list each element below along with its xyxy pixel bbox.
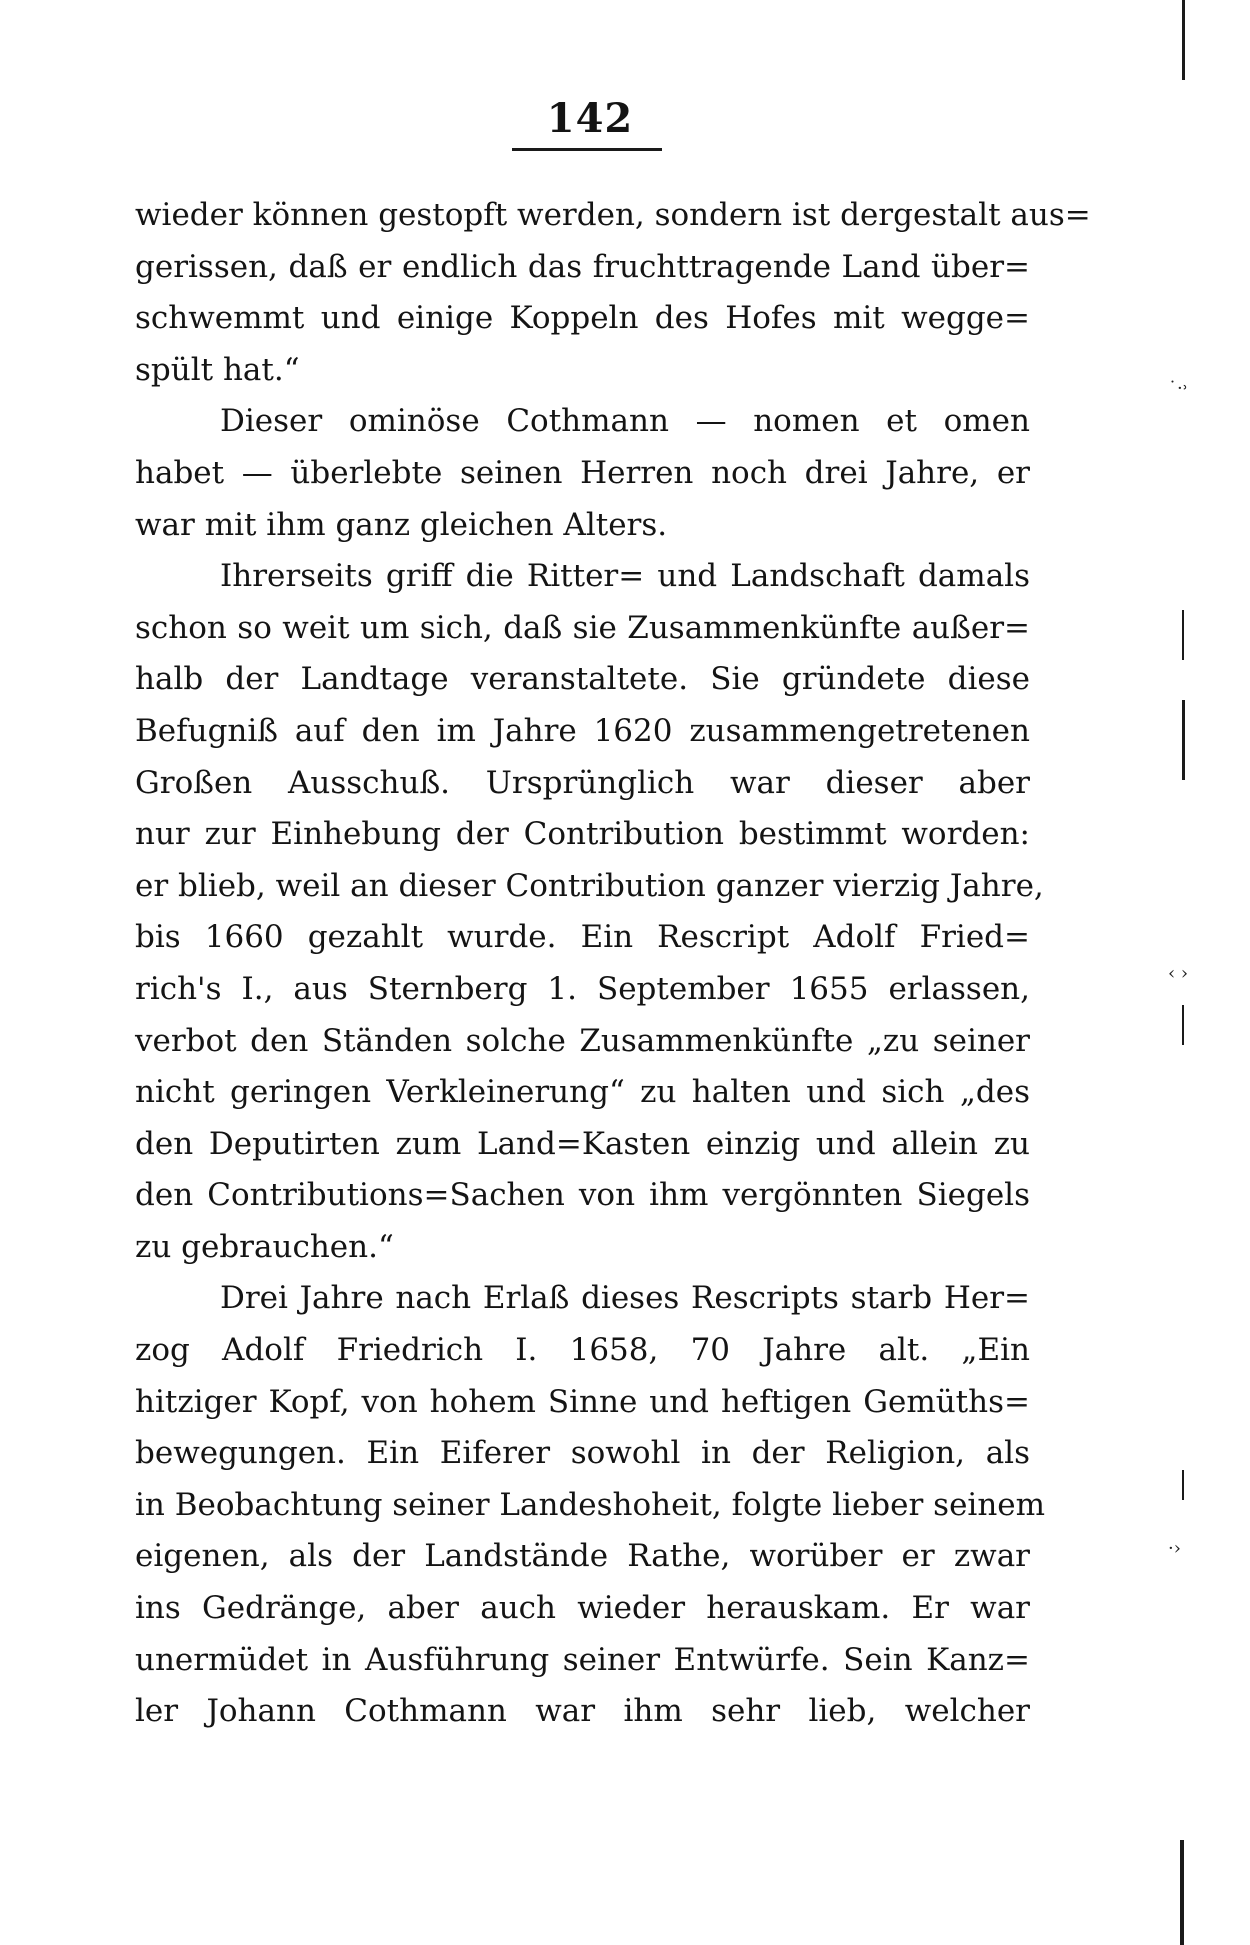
text-line: rich's I., aus Sternberg 1. September 1655 erlassen, <box>135 970 1030 1007</box>
text-line: bewegungen. Ein Eiferer sowohl in der Religion, als <box>135 1435 1030 1472</box>
text-line: den Contributions=Sachen von ihm vergönnten Siegels <box>135 1177 1030 1214</box>
text-line: schwemmt und einige Koppeln des Hofes mit wegge= <box>135 300 1030 337</box>
text-line: nicht geringen Verkleinerung“ zu halten und sich „des <box>135 1074 1030 1111</box>
text-line: Großen Ausschuß. Ursprünglich war dieser aber <box>135 764 1030 801</box>
edge-flourish: ·› <box>1168 1538 1181 1559</box>
edge-flourish: ‹ › <box>1168 963 1189 984</box>
text-line: war mit ihm ganz gleichen Alters. <box>135 506 668 543</box>
edge-flourish: ˙·˒ <box>1168 378 1189 399</box>
text-line: habet — überlebte seinen Herren noch drei Jahre, er <box>135 454 1030 491</box>
text-line: in Beobachtung seiner Landeshoheit, folgte lieber seinem <box>135 1486 1046 1523</box>
text-line: halb der Landtage veranstaltete. Sie gründete diese <box>135 661 1030 698</box>
text-line: Befugniß auf den im Jahre 1620 zusammengetretenen <box>135 712 1030 749</box>
text-line: unermüdet in Ausführung seiner Entwürfe. Sein Kanz= <box>135 1641 1030 1678</box>
text-line: spült hat.“ <box>135 351 300 388</box>
text-line: er blieb, weil an dieser Contribution ganzer vierzig Jahre, <box>135 867 1044 904</box>
text-line: Ihrerseits griff die Ritter= und Landschaft damals <box>220 558 1030 595</box>
page-number: 142 <box>546 95 634 142</box>
edge-line <box>1182 1005 1184 1045</box>
text-line: ler Johann Cothmann war ihm sehr lieb, welcher <box>135 1693 1030 1730</box>
text-line: zog Adolf Friedrich I. 1658, 70 Jahre alt. „Ein <box>135 1332 1030 1369</box>
text-line: Dieser ominöse Cothmann — nomen et omen <box>220 403 1030 440</box>
edge-line <box>1182 1470 1184 1500</box>
header-rule <box>512 148 662 151</box>
text-line: wieder können gestopft werden, sondern ist dergestalt aus= <box>135 197 1091 233</box>
text-line: hitziger Kopf, von hohem Sinne und heftigen Gemüths= <box>135 1383 1030 1420</box>
text-line: verbot den Ständen solche Zusammenkünfte „zu seiner <box>135 1022 1030 1059</box>
text-line: ins Gedränge, aber auch wieder herauskam. Er war <box>135 1590 1030 1627</box>
edge-line <box>1182 700 1185 780</box>
edge-line <box>1180 1840 1184 1945</box>
text-line: Drei Jahre nach Erlaß dieses Rescripts starb Her= <box>220 1280 1030 1317</box>
text-line: den Deputirten zum Land=Kasten einzig und allein zu <box>135 1125 1030 1162</box>
page-edge-marks <box>1168 0 1208 1945</box>
text-line: gerissen, daß er endlich das fruchttragende Land über= <box>135 248 1030 285</box>
text-line: zu gebrauchen.“ <box>135 1228 394 1265</box>
text-line: nur zur Einhebung der Contribution bestimmt worden: <box>135 816 1030 853</box>
edge-line <box>1182 610 1184 660</box>
edge-line <box>1182 0 1185 80</box>
text-line: schon so weit um sich, daß sie Zusammenkünfte außer= <box>135 609 1030 646</box>
body-text <box>135 190 1091 1738</box>
text-line: bis 1660 gezahlt wurde. Ein Rescript Adolf Fried= <box>135 919 1030 956</box>
text-line: eigenen, als der Landstände Rathe, worüber er zwar <box>135 1538 1030 1575</box>
